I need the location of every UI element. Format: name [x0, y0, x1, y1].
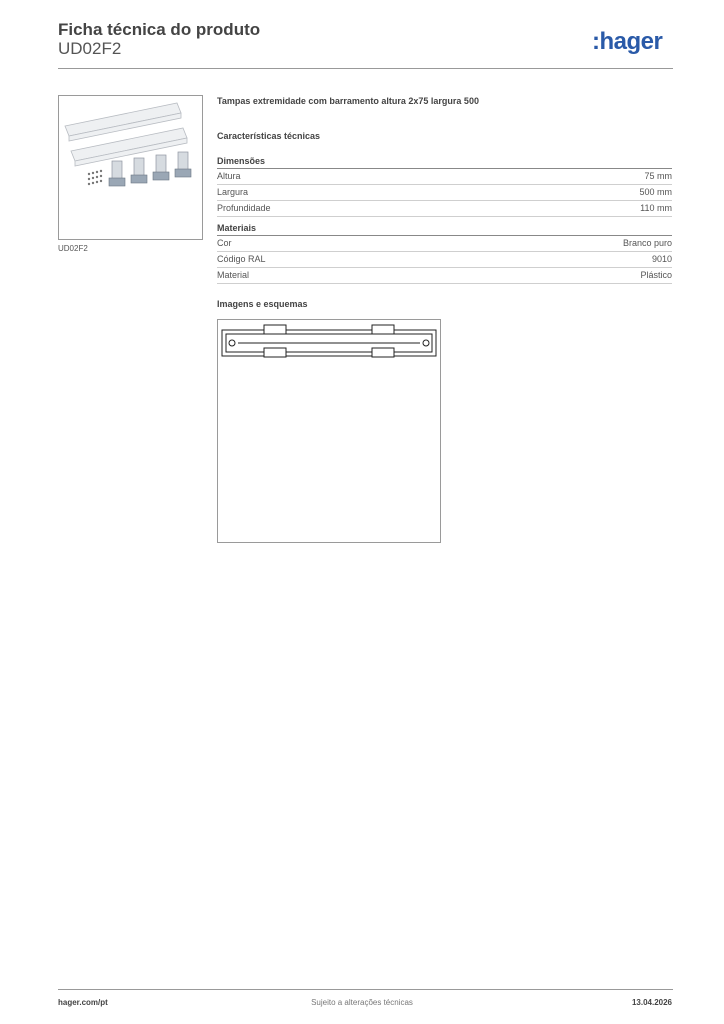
- spec-row: [217, 169, 672, 185]
- spec-label: Material: [217, 270, 250, 280]
- spec-value: 75 mm: [644, 171, 672, 181]
- spec-row: [217, 252, 672, 268]
- footer-divider: [58, 989, 673, 990]
- product-summary: [217, 96, 672, 106]
- footer-date: 13.04.2026: [631, 998, 672, 1007]
- dimensions-title: Dimensões: [217, 156, 672, 169]
- spec-row: [217, 268, 672, 284]
- dimensions-table: [217, 156, 672, 217]
- technical-drawing: [217, 319, 441, 543]
- spec-row: [217, 185, 672, 201]
- hager-logo: [592, 28, 662, 56]
- spec-label: Profundidade: [217, 203, 271, 213]
- spec-value: Branco puro: [622, 238, 672, 248]
- specs-title: Características técnicas: [217, 131, 321, 141]
- materials-title: Materiais: [217, 223, 672, 236]
- technical-characteristics: [217, 131, 672, 141]
- cover-drawing-icon: [218, 320, 440, 542]
- spec-row: [217, 201, 672, 217]
- product-image: [58, 95, 203, 240]
- product-photo-icon: [59, 96, 202, 239]
- spec-value: 110 mm: [640, 203, 672, 213]
- spec-value: 500 mm: [639, 187, 672, 197]
- product-code: UD02F2: [58, 39, 122, 58]
- logo-text: hager: [599, 28, 663, 55]
- spec-label: Cor: [217, 238, 232, 248]
- document-title: Ficha técnica do produto: [58, 20, 261, 39]
- product-description: Tampas extremidade com barramento altura 2x75 largura 500: [217, 96, 479, 106]
- footer-notice: Sujeito a alterações técnicas: [311, 998, 413, 1007]
- spec-value: Plástico: [640, 270, 672, 280]
- header-divider: [58, 68, 673, 69]
- spec-value: 9010: [651, 254, 672, 264]
- spec-label: Altura: [217, 171, 241, 181]
- logo-colon-icon: :: [592, 28, 600, 55]
- spec-label: Código RAL: [217, 254, 266, 264]
- footer-website: hager.com/pt: [58, 998, 108, 1007]
- spec-row: [217, 236, 672, 252]
- product-image-caption: UD02F2: [58, 244, 88, 253]
- images-title: Imagens e esquemas: [217, 299, 308, 309]
- spec-label: Largura: [217, 187, 249, 197]
- materials-table: [217, 223, 672, 284]
- images-section: [217, 299, 672, 309]
